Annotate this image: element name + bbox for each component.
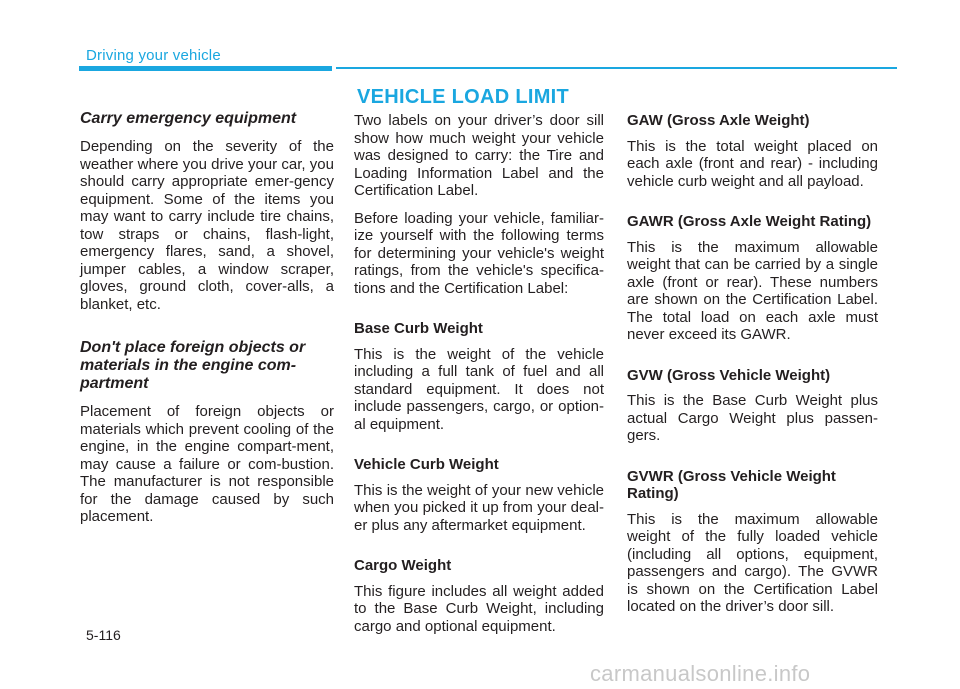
header-rule-thin <box>336 67 897 69</box>
paragraph-door-sill-labels: Two labels on your driver’s door sill show how much weight your vehicle was designed to carry: the Tire and Loading Information Label and the Certification Label. <box>354 112 604 199</box>
heading-base-curb-weight: Base Curb Weight <box>354 320 483 337</box>
column-left <box>80 110 334 526</box>
paragraph-gvwr: This is the maximum allowable weight of the fully loaded vehicle (including all options, equipment, passengers and cargo). The GVWR is shown on the Certification Label located on the driver’s door sill. <box>627 510 878 615</box>
column-middle <box>354 112 604 635</box>
heading-gawr: GAWR (Gross Axle Weight Rating) <box>627 213 872 230</box>
paragraph-before-loading: Before loading your vehicle, familiar-ize yourself with the following terms for determining your vehicle's weight ratings, from the vehicle's specifica-tions and the Certification Label: <box>354 209 604 297</box>
paragraph-vehicle-curb-weight: This is the weight of your new vehicle when you picked it up from your deal-er plus any aftermarket equipment. <box>354 481 604 534</box>
heading-vehicle-curb-weight: Vehicle Curb Weight <box>354 456 499 473</box>
page-number: 5-116 <box>86 627 121 643</box>
heading-cargo-weight: Cargo Weight <box>354 557 452 574</box>
section-label: Driving your vehicle <box>86 47 221 64</box>
paragraph-cargo-weight: This figure includes all weight added to the Base Curb Weight, including cargo and optional equipment. <box>354 582 604 635</box>
heading-gvw: GVW (Gross Vehicle Weight) <box>627 366 831 384</box>
paragraph-foreign-objects: Placement of foreign objects or materials which prevent cooling of the engine, in the engine compart-ment, may cause a failure or com-bustion. The manufacturer is not responsible for the damage caused by such placement. <box>80 403 334 525</box>
heading-foreign-objects: Don't place foreign objects or materials in the engine com-partment <box>80 339 306 392</box>
paragraph-gaw: This is the total weight placed on each axle (front and rear) - including vehicle curb weight and all payload. <box>627 137 878 190</box>
section-title: VEHICLE LOAD LIMIT <box>357 86 570 108</box>
column-right <box>627 112 878 616</box>
paragraph-emergency-equipment: Depending on the severity of the weather where you drive your car, you should carry appropriate emer-gency equipment. Some of the items you may want to carry include tire chains, tow straps or chains, flash-light, emergency flares, sand, a shovel, jumper cables, a window scraper, gloves, ground cloth, cover-alls, a blanket, etc. <box>80 138 334 313</box>
header-rule-thick <box>79 66 332 71</box>
paragraph-gawr: This is the maximum allowable weight that can be carried by a single axle (front or rear). These numbers are shown on the Certification Label. The total load on each axle must never exceed its GAWR. <box>627 238 878 343</box>
paragraph-base-curb-weight: This is the weight of the vehicle including a full tank of fuel and all standard equipment. It does not include passengers, cargo, or option-al equipment. <box>354 345 604 433</box>
heading-gvwr: GVWR (Gross Vehicle Weight Rating) <box>627 467 836 502</box>
heading-emergency-equipment: Carry emergency equipment <box>80 110 297 127</box>
paragraph-gvw: This is the Base Curb Weight plus actual Cargo Weight plus passen-gers. <box>627 392 878 444</box>
heading-gaw: GAW (Gross Axle Weight) <box>627 112 810 129</box>
watermark: carmanualsonline.info <box>590 661 811 686</box>
